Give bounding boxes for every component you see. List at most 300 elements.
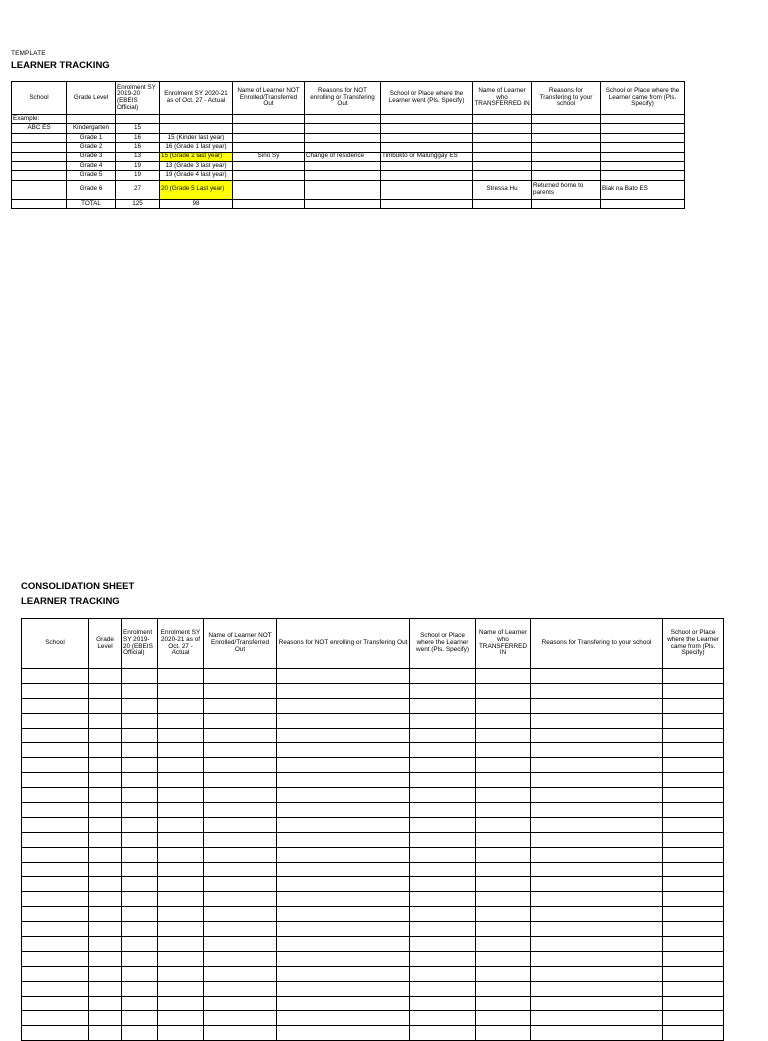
table-cell[interactable] xyxy=(531,862,663,877)
table-cell[interactable] xyxy=(531,1026,663,1041)
table-cell[interactable] xyxy=(158,728,204,743)
table-cell[interactable] xyxy=(22,862,89,877)
table-cell[interactable] xyxy=(277,832,410,847)
table-cell[interactable] xyxy=(89,907,122,922)
header-school: School xyxy=(22,619,89,669)
table-cell[interactable] xyxy=(22,877,89,892)
table-cell[interactable] xyxy=(663,847,724,862)
table-cell[interactable] xyxy=(531,937,663,952)
table-cell[interactable] xyxy=(531,996,663,1011)
table-cell[interactable] xyxy=(663,937,724,952)
table-cell[interactable] xyxy=(22,713,89,728)
table-cell[interactable] xyxy=(158,966,204,981)
table-cell[interactable] xyxy=(476,713,531,728)
table-cell[interactable] xyxy=(531,758,663,773)
table-cell[interactable] xyxy=(158,788,204,803)
table-cell[interactable] xyxy=(277,966,410,981)
table-cell: Kindergarten xyxy=(67,124,116,133)
table-row xyxy=(22,758,724,773)
table-cell: Grade 2 xyxy=(67,143,116,152)
table-cell[interactable] xyxy=(476,1026,531,1041)
table-row xyxy=(22,892,724,907)
table-cell[interactable] xyxy=(410,743,476,758)
table-cell[interactable] xyxy=(476,862,531,877)
table-cell[interactable] xyxy=(22,922,89,937)
table-cell[interactable] xyxy=(22,907,89,922)
table-row xyxy=(22,907,724,922)
table-cell[interactable] xyxy=(531,713,663,728)
table-cell[interactable] xyxy=(22,892,89,907)
table-row xyxy=(22,847,724,862)
table-cell[interactable] xyxy=(204,728,277,743)
table-cell[interactable] xyxy=(531,966,663,981)
table-cell[interactable] xyxy=(277,877,410,892)
table-cell[interactable] xyxy=(204,937,277,952)
table-cell[interactable] xyxy=(410,698,476,713)
table-cell[interactable] xyxy=(476,892,531,907)
table-row xyxy=(12,199,685,208)
table-cell xyxy=(233,143,305,152)
table-cell[interactable] xyxy=(158,713,204,728)
table-cell[interactable] xyxy=(663,683,724,698)
table-cell[interactable] xyxy=(476,758,531,773)
table-cell[interactable] xyxy=(122,683,158,698)
table-cell[interactable] xyxy=(89,698,122,713)
table-cell xyxy=(305,171,381,180)
table-cell[interactable] xyxy=(89,788,122,803)
table-cell[interactable] xyxy=(663,713,724,728)
table-cell[interactable] xyxy=(410,1026,476,1041)
table-cell[interactable] xyxy=(204,788,277,803)
table-cell[interactable] xyxy=(22,817,89,832)
table-cell xyxy=(381,171,473,180)
table-cell xyxy=(473,171,532,180)
table-cell[interactable] xyxy=(277,847,410,862)
table-cell[interactable] xyxy=(89,951,122,966)
table-cell: Returned home to parents xyxy=(532,180,601,199)
table-cell[interactable] xyxy=(122,817,158,832)
table-cell[interactable] xyxy=(122,1026,158,1041)
table-cell[interactable] xyxy=(531,743,663,758)
table-cell[interactable] xyxy=(204,817,277,832)
table-cell[interactable] xyxy=(410,966,476,981)
table-cell[interactable] xyxy=(277,743,410,758)
table-cell[interactable] xyxy=(531,832,663,847)
table-cell[interactable] xyxy=(277,803,410,818)
table-cell[interactable] xyxy=(89,758,122,773)
table-cell xyxy=(601,199,685,208)
table-cell[interactable] xyxy=(410,981,476,996)
table-cell xyxy=(305,161,381,170)
table-cell[interactable] xyxy=(663,862,724,877)
table-cell[interactable] xyxy=(531,877,663,892)
table-cell[interactable] xyxy=(410,728,476,743)
table-cell[interactable] xyxy=(89,877,122,892)
table-cell[interactable] xyxy=(122,966,158,981)
table-cell xyxy=(532,161,601,170)
table-cell[interactable] xyxy=(122,773,158,788)
table-cell[interactable] xyxy=(277,683,410,698)
table-cell[interactable] xyxy=(277,996,410,1011)
table-cell[interactable] xyxy=(531,669,663,684)
table-cell[interactable] xyxy=(410,877,476,892)
table-cell: 19 xyxy=(116,161,160,170)
table-cell[interactable] xyxy=(158,862,204,877)
table-cell[interactable] xyxy=(277,669,410,684)
table-cell[interactable] xyxy=(122,758,158,773)
table-cell[interactable] xyxy=(158,892,204,907)
table-cell[interactable] xyxy=(410,862,476,877)
table-cell[interactable] xyxy=(204,1026,277,1041)
table-cell[interactable] xyxy=(531,698,663,713)
table-cell[interactable] xyxy=(476,773,531,788)
table-cell[interactable] xyxy=(410,922,476,937)
table-cell[interactable] xyxy=(158,817,204,832)
table-cell xyxy=(160,124,233,133)
table-cell[interactable] xyxy=(89,773,122,788)
table-cell[interactable] xyxy=(89,728,122,743)
table-cell[interactable] xyxy=(476,847,531,862)
table-cell[interactable] xyxy=(122,743,158,758)
table-cell[interactable] xyxy=(22,951,89,966)
table-cell[interactable] xyxy=(476,981,531,996)
table-cell[interactable] xyxy=(122,892,158,907)
table-cell[interactable] xyxy=(158,773,204,788)
table-cell[interactable] xyxy=(663,1026,724,1041)
table-cell[interactable] xyxy=(410,817,476,832)
table-cell[interactable] xyxy=(277,817,410,832)
table-cell[interactable] xyxy=(277,788,410,803)
table-cell xyxy=(381,180,473,199)
table-cell[interactable] xyxy=(122,669,158,684)
table-cell[interactable] xyxy=(531,907,663,922)
table-cell[interactable] xyxy=(476,922,531,937)
table-cell[interactable] xyxy=(122,877,158,892)
table-cell[interactable] xyxy=(89,743,122,758)
table-cell[interactable] xyxy=(277,892,410,907)
table-cell[interactable] xyxy=(204,773,277,788)
table-cell[interactable] xyxy=(476,951,531,966)
table-cell[interactable] xyxy=(122,788,158,803)
table-cell[interactable] xyxy=(158,1026,204,1041)
table-cell[interactable] xyxy=(89,817,122,832)
table-cell[interactable] xyxy=(158,683,204,698)
template-title: LEARNER TRACKING xyxy=(11,60,110,71)
table-cell[interactable] xyxy=(277,951,410,966)
table-cell[interactable] xyxy=(663,803,724,818)
table-cell[interactable] xyxy=(89,937,122,952)
table-cell[interactable] xyxy=(22,669,89,684)
table-cell[interactable] xyxy=(22,728,89,743)
table-cell[interactable] xyxy=(277,981,410,996)
table-cell[interactable] xyxy=(476,937,531,952)
table-cell[interactable] xyxy=(22,996,89,1011)
table-cell xyxy=(532,152,601,161)
table-cell[interactable] xyxy=(410,937,476,952)
table-cell[interactable] xyxy=(476,907,531,922)
table-cell[interactable] xyxy=(277,1026,410,1041)
table-cell: Grade 3 xyxy=(67,152,116,161)
table-cell[interactable] xyxy=(158,922,204,937)
table-row xyxy=(22,981,724,996)
table-cell[interactable] xyxy=(410,788,476,803)
table-row xyxy=(12,171,685,180)
table-cell[interactable] xyxy=(89,832,122,847)
header-reasons-transferring: Reasons for Transfering to your school xyxy=(532,82,601,115)
table-cell[interactable] xyxy=(410,758,476,773)
header-learner-not-enrolled: Name of Learner NOT Enrolled/Transferred Out xyxy=(204,619,277,669)
table-cell[interactable] xyxy=(531,892,663,907)
table-row xyxy=(12,143,685,152)
table-cell xyxy=(233,199,305,208)
table-cell[interactable] xyxy=(531,683,663,698)
table-cell[interactable] xyxy=(89,862,122,877)
table-cell[interactable] xyxy=(410,847,476,862)
table-row xyxy=(12,161,685,170)
table-cell[interactable] xyxy=(89,892,122,907)
table-cell[interactable] xyxy=(476,832,531,847)
table-cell[interactable] xyxy=(204,951,277,966)
table-cell[interactable] xyxy=(410,907,476,922)
table-cell[interactable] xyxy=(476,877,531,892)
table-cell[interactable] xyxy=(663,743,724,758)
table-cell[interactable] xyxy=(476,683,531,698)
table-cell xyxy=(305,124,381,133)
table-cell[interactable] xyxy=(204,698,277,713)
table-cell[interactable] xyxy=(22,743,89,758)
table-cell[interactable] xyxy=(410,773,476,788)
table-cell[interactable] xyxy=(158,832,204,847)
table-cell: 20 (Grade 5 Last year) xyxy=(160,180,233,199)
table-cell[interactable] xyxy=(410,996,476,1011)
table-cell: 19 (Grade 4 last year) xyxy=(160,171,233,180)
table-cell[interactable] xyxy=(277,922,410,937)
table-cell[interactable] xyxy=(277,758,410,773)
table-row xyxy=(22,951,724,966)
table-cell[interactable] xyxy=(204,877,277,892)
consolidation-title-1: CONSOLIDATION SHEET xyxy=(21,581,135,592)
table-cell[interactable] xyxy=(277,937,410,952)
table-cell[interactable] xyxy=(204,996,277,1011)
table-cell[interactable] xyxy=(476,817,531,832)
table-cell[interactable] xyxy=(22,1026,89,1041)
table-cell[interactable] xyxy=(204,892,277,907)
table-cell: Grade 5 xyxy=(67,171,116,180)
table-cell[interactable] xyxy=(663,758,724,773)
table-cell[interactable] xyxy=(22,981,89,996)
table-cell xyxy=(473,133,532,142)
table-cell[interactable] xyxy=(122,981,158,996)
table-cell: Biak na Bato ES xyxy=(601,180,685,199)
table-cell[interactable] xyxy=(410,713,476,728)
table-cell[interactable] xyxy=(89,922,122,937)
table-cell[interactable] xyxy=(158,951,204,966)
table-cell[interactable] xyxy=(277,862,410,877)
table-cell[interactable] xyxy=(89,1026,122,1041)
table-cell[interactable] xyxy=(158,669,204,684)
table-cell[interactable] xyxy=(122,728,158,743)
table-cell[interactable] xyxy=(663,788,724,803)
table-cell[interactable] xyxy=(122,713,158,728)
table-cell[interactable] xyxy=(122,951,158,966)
template-label: TEMPLATE xyxy=(11,50,46,57)
table-cell[interactable] xyxy=(663,907,724,922)
table-cell[interactable] xyxy=(663,922,724,937)
table-cell[interactable] xyxy=(158,981,204,996)
table-cell[interactable] xyxy=(89,966,122,981)
table-cell[interactable] xyxy=(476,698,531,713)
table-cell[interactable] xyxy=(476,803,531,818)
table-cell xyxy=(381,161,473,170)
table-cell[interactable] xyxy=(22,788,89,803)
example-label: Example: xyxy=(12,115,67,124)
table-cell[interactable] xyxy=(410,892,476,907)
table-cell[interactable] xyxy=(531,951,663,966)
table-cell: 98 xyxy=(160,199,233,208)
table-cell[interactable] xyxy=(204,713,277,728)
table-cell[interactable] xyxy=(204,862,277,877)
table-cell[interactable] xyxy=(122,862,158,877)
header-enrolment-2019-20: Enrolment SY 2019-20 (EBEIS Official) xyxy=(122,619,158,669)
table-cell[interactable] xyxy=(89,669,122,684)
table-cell xyxy=(233,171,305,180)
table-cell xyxy=(305,180,381,199)
table-cell[interactable] xyxy=(663,669,724,684)
consolidation-title-2: LEARNER TRACKING xyxy=(21,596,120,607)
table-cell[interactable] xyxy=(89,803,122,818)
table-cell[interactable] xyxy=(410,683,476,698)
table-cell[interactable] xyxy=(158,758,204,773)
table-cell[interactable] xyxy=(122,832,158,847)
table-cell[interactable] xyxy=(531,847,663,862)
table-cell[interactable] xyxy=(204,966,277,981)
table-cell[interactable] xyxy=(122,803,158,818)
table-cell xyxy=(532,143,601,152)
table-row xyxy=(12,180,685,199)
table-cell[interactable] xyxy=(122,996,158,1011)
table-cell[interactable] xyxy=(663,996,724,1011)
table-cell[interactable] xyxy=(476,996,531,1011)
table-cell[interactable] xyxy=(277,713,410,728)
table-cell[interactable] xyxy=(158,937,204,952)
table-cell[interactable] xyxy=(277,698,410,713)
table-cell[interactable] xyxy=(204,758,277,773)
table-cell[interactable] xyxy=(158,743,204,758)
table-cell[interactable] xyxy=(663,892,724,907)
table-cell[interactable] xyxy=(89,847,122,862)
table-cell[interactable] xyxy=(122,698,158,713)
table-cell[interactable] xyxy=(204,803,277,818)
table-cell: Timbukto or Malunggay ES xyxy=(381,152,473,161)
table-cell xyxy=(12,143,67,152)
table-cell[interactable] xyxy=(204,922,277,937)
table-cell[interactable] xyxy=(22,937,89,952)
table-cell[interactable] xyxy=(531,803,663,818)
table-cell[interactable] xyxy=(89,713,122,728)
table-cell[interactable] xyxy=(122,847,158,862)
table-row xyxy=(22,788,724,803)
table-cell[interactable] xyxy=(122,937,158,952)
table-cell[interactable] xyxy=(204,907,277,922)
table-row xyxy=(22,728,724,743)
table-cell[interactable] xyxy=(663,832,724,847)
table-cell[interactable] xyxy=(277,907,410,922)
table-cell[interactable] xyxy=(663,773,724,788)
table-row xyxy=(22,683,724,698)
table-cell[interactable] xyxy=(158,803,204,818)
header-school: School xyxy=(12,82,67,115)
table-cell[interactable] xyxy=(277,728,410,743)
table-cell[interactable] xyxy=(531,817,663,832)
table-cell[interactable] xyxy=(663,981,724,996)
table-cell[interactable] xyxy=(476,743,531,758)
table-cell[interactable] xyxy=(89,683,122,698)
table-cell: Grade 1 xyxy=(67,133,116,142)
table-cell[interactable] xyxy=(410,951,476,966)
table-cell[interactable] xyxy=(22,698,89,713)
table-cell[interactable] xyxy=(531,788,663,803)
table-cell[interactable] xyxy=(122,907,158,922)
table-cell[interactable] xyxy=(663,966,724,981)
table-cell[interactable] xyxy=(158,907,204,922)
table-cell[interactable] xyxy=(22,758,89,773)
table-cell[interactable] xyxy=(204,669,277,684)
table-cell xyxy=(601,124,685,133)
table-cell[interactable] xyxy=(122,922,158,937)
table-cell[interactable] xyxy=(663,728,724,743)
table-cell[interactable] xyxy=(204,832,277,847)
table-cell[interactable] xyxy=(158,847,204,862)
table-cell[interactable] xyxy=(531,773,663,788)
table-cell[interactable] xyxy=(22,773,89,788)
table-cell[interactable] xyxy=(410,669,476,684)
table-cell xyxy=(601,152,685,161)
table-cell[interactable] xyxy=(22,803,89,818)
table-cell[interactable] xyxy=(277,773,410,788)
table-cell xyxy=(473,143,532,152)
table-cell[interactable] xyxy=(531,922,663,937)
table-cell[interactable] xyxy=(663,817,724,832)
table-cell[interactable] xyxy=(158,698,204,713)
table-cell[interactable] xyxy=(204,683,277,698)
table-cell[interactable] xyxy=(158,877,204,892)
table-cell[interactable] xyxy=(410,832,476,847)
table-cell[interactable] xyxy=(89,981,122,996)
table-cell[interactable] xyxy=(476,966,531,981)
table-cell[interactable] xyxy=(663,951,724,966)
table-cell[interactable] xyxy=(158,996,204,1011)
table-cell[interactable] xyxy=(476,669,531,684)
header-learner-transferred-in: Name of Learner who TRANSFERRED IN xyxy=(476,619,531,669)
table-cell[interactable] xyxy=(22,832,89,847)
table-cell: 16 (Grade 1 last year) xyxy=(160,143,233,152)
table-cell[interactable] xyxy=(22,966,89,981)
table-cell[interactable] xyxy=(410,803,476,818)
table-cell[interactable] xyxy=(531,728,663,743)
table-cell[interactable] xyxy=(204,981,277,996)
table-cell[interactable] xyxy=(663,698,724,713)
table-cell[interactable] xyxy=(89,996,122,1011)
table-cell[interactable] xyxy=(663,877,724,892)
table-cell[interactable] xyxy=(476,788,531,803)
table-cell[interactable] xyxy=(204,743,277,758)
header-enrolment-2020-21: Enrolment SY 2020-21 as of Oct. 27 - Actual xyxy=(160,82,233,115)
table-cell[interactable] xyxy=(476,728,531,743)
table-cell[interactable] xyxy=(22,847,89,862)
table-cell[interactable] xyxy=(204,847,277,862)
table-cell[interactable] xyxy=(22,683,89,698)
table-cell[interactable] xyxy=(531,981,663,996)
